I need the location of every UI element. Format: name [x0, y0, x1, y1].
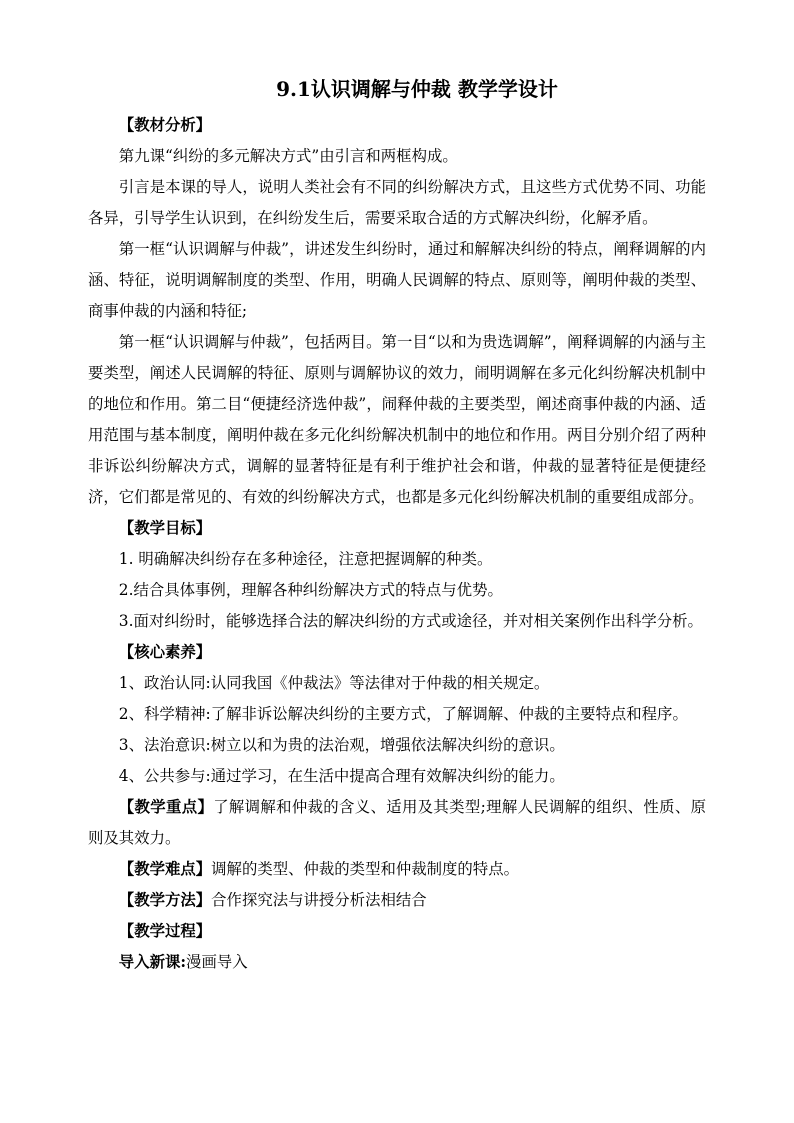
- goal-item-3: 3.面对纠纷时，能够选择合法的解决纠纷的方式或途径，并对相关案例作出科学分析。: [118, 612, 703, 630]
- literacy-item-4: 4、公共参与:通过学习，在生活中提高合理有效解决纠纷的能力。: [118, 767, 565, 785]
- section-heading-analysis: 【教材分析】: [118, 116, 212, 134]
- methods-paragraph: [88, 885, 706, 916]
- literacy-item-3: 3、法治意识:树立以和为贵的法治观，增强依法解决纠纷的意识。: [118, 736, 565, 754]
- document-page: [88, 74, 706, 978]
- section-heading-literacy: 【核心素养】: [118, 643, 212, 661]
- keypoints-label: 【教学重点】: [118, 798, 214, 816]
- process-intro: [88, 947, 706, 978]
- goal-item-2: 2.结合具体事例，理解各种纠纷解决方式的特点与优势。: [118, 581, 503, 599]
- methods-label: 【教学方法】: [118, 891, 212, 909]
- analysis-paragraph-3: 第一框“认识调解与仲裁”，讲述发生纠纷时，通过和解解决纠纷的特点，阐释调解的内涵、特征，说明调解制度的类型、作用，明确人民调解的特点、原则等，阐明仲裁的类型、商事仲裁的内涵和特征;: [88, 240, 706, 320]
- keypoints-paragraph: [88, 792, 706, 854]
- literacy-item-2: 2、科学精神:了解非诉讼解决纠纷的主要方式，了解调解、仲裁的主要特点和程序。: [118, 705, 688, 723]
- difficulties-label: 【教学难点】: [118, 860, 212, 878]
- process-intro-text: 漫画导入: [186, 953, 248, 971]
- keypoints-text: 了解调解和仲裁的含义、适用及其类型;理解人民调解的组织、性质、原则及其效力。: [88, 798, 706, 847]
- analysis-paragraph-2: 引言是本课的导人，说明人类社会有不同的纠纷解决方式，且这些方式优势不同、功能各异，引导学生认识到，在纠纷发生后，需要采取合适的方式解决纠纷，化解矛盾。: [88, 178, 706, 227]
- analysis-paragraph-4: 第一框“认识调解与仲裁”，包括两目。第一目“以和为贵选调解”，阐释调解的内涵与主要类型，阐述人民调解的特征、原则与调解协议的效力，闹明调解在多元化纠纷解决机制中的地位和作用。第二目“便捷经济选仲裁”，闹释仲裁的主要类型，阐述商事仲裁的内涵、适用范围与基本制度，阐明仲裁在多元化纠纷解决机制中的地位和作用。两目分别介绍了两种非诉讼纠纷解决方式，调解的显著特征是有利于维护社会和谐，仲裁的显著特征是便捷经济，它们都是常见的、有效的纠纷解决方式，也都是多元化纠纷解决机制的重要组成部分。: [88, 333, 706, 506]
- literacy-item-1: 1、政治认同:认同我国《仲裁法》等法律对于仲裁的相关规定。: [118, 674, 550, 692]
- section-heading-process: 【教学过程】: [118, 922, 212, 940]
- document-title: 9.1认识调解与仲裁 教学学设计: [276, 77, 558, 101]
- difficulties-text: 调解的类型、仲裁的类型和仲裁制度的特点。: [211, 860, 519, 878]
- difficulties-paragraph: [88, 854, 706, 885]
- goal-item-1: 1. 明确解决纠纷存在多种途径，注意把握调解的种类。: [118, 550, 493, 568]
- analysis-paragraph-1: 第九课“纠纷的多元解决方式”由引言和两框构成。: [118, 147, 458, 165]
- process-intro-label: 导入新课:: [118, 953, 187, 971]
- methods-text: 合作探究法与讲授分析法相结合: [211, 891, 427, 909]
- section-heading-goals: 【教学目标】: [118, 519, 212, 537]
